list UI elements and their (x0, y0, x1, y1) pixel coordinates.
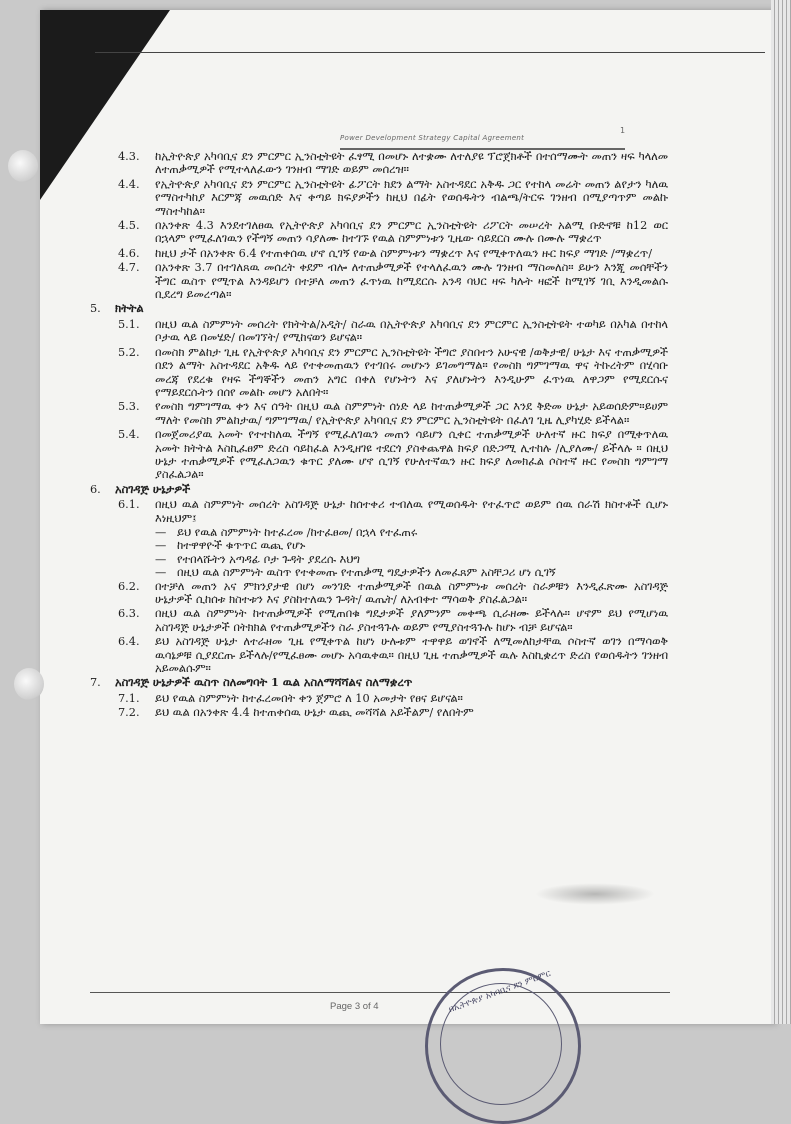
bullet-text: በዚህ ዉል ስምምነት ዉስጥ የተቀመጡ የተጠቃሚ ግዴታዎችን ለመፈጸም አስቸጋሪ ሆነ ሲገኝ (177, 566, 556, 580)
section-heading (90, 302, 668, 315)
clause-text: በተቻለ መጠን አና ምክንያታዊ በሆነ መንገድ ተጠቃሚዎች በዉል ስምምነቱ መሰረት ስራዎቹን እንዲፈጽሙ አስገዳጅ ሁኔታዎች ሲከሰቱ ክስተቱን እና ያስከተለዉን ጉዳት/ ዉጤት/ ለአብቀተ ማሳወቅ ያስፈልጋል። (155, 579, 668, 606)
clause-number: 7.2. (118, 706, 140, 720)
official-seal-text: በኢትዮጵያ አካባቢና ደን ምርምር (447, 968, 553, 1016)
clause (90, 261, 668, 301)
clause-text: ከኢትዮጵያ አካባቢና ደን ምርምር ኢንስቲትዩት ፈፃሚ በመሆኑ ለተቋሙ ለተለያዩ ፕሮጀክቶች በተሰማሙት መጠን ዛፍ ካላለመ ለተጠቃሚዎች የሚተላለፈውን ገንዘብ ማገድ ወይም መሰረዝ። (155, 150, 668, 177)
clause-number: 7.1. (118, 691, 140, 705)
official-seal (425, 968, 581, 1124)
clause-text: በአንቀጽ 4.3 እንደተገለፀዉ የኢትዮጵያ አካባቢና ደን ምርምር ኢንስቲትዩት ሪፖርት መሠረት አልሚ ቡድኖቹ ከ12 ወር በኋላም የሚፈለገዉን የችግኝ መጠን ሳያለሙ ከተገኙ የዉል ስምምነቱን ጊዜው ሳይደርስ ሙሉ በሙሉ ማቋረጥ (155, 219, 668, 246)
clause (90, 706, 668, 719)
clause-number: 6.4. (118, 635, 140, 649)
clause (90, 219, 668, 246)
clause-number: 4.4. (118, 177, 140, 191)
clause-number: 5.4. (118, 428, 140, 442)
section-title: አስገዳጅ ሁኔታዎች ዉስጥ ስለመግባት 1 ዉል አስለማሻሻልና ስለማቋረጥ (115, 675, 413, 690)
clause-text: በመጀመሪያዉ አመት የተተከለዉ ችግኝ የሚፈለገዉን መጠን ሳይሆን ሲቀር ተጠቃሚዎች ሁለተኛ ዙር ክፍያ በሚቀጥለዉ አመት ክትትል እስኪፈፀም ድረስ ሳይከፈል እንዲዘገዩ ተደርጎ ያስቀጨዋል ክፍያ በድጋሚ ሊተከሉ /ሊያለሙ/ ይችላሉ ። በዚህ ሁኔታ ተጠቃሚዎች የሚፈለጋዉን ቁጥር ያለሙ ሆኖ ሲገኝ የሁለተኛዉን ዙር ክፍያ ለመክፈል ሶስተኛ ዙር የመስክ ግምገማ ያስፈልጋል። (155, 428, 668, 482)
clause (90, 428, 668, 482)
clause (90, 635, 668, 675)
section-title: አስገዳጅ ሁኔታዎች (115, 481, 191, 496)
clause-number: 4.6. (118, 246, 140, 260)
clause (90, 692, 668, 705)
bullet-text: ከተዋዋዮች ቁጥጥር ዉጪ የሆኑ (177, 539, 306, 553)
dash-icon: — (155, 566, 167, 580)
punch-hole-bottom (14, 668, 44, 700)
ink-smudge (535, 883, 655, 905)
clause-text: ይህ አስገዳጅ ሁኔታ ለተራዘመ ጊዜ የሚቀጥል ከሆነ ሁሉቱም ተዋዋይ ወገኖች ለሚመለከታቸዉ ሶስተኛ ወገን በማሳወቅ ዉሳኔዎቹ ሲያደርጡ ይችላሉ/የሚፈፀሙ መሆኑ አሳዉቀዉ። በዚህ ጊዜ ተጠቃሚዎች ዉሉ እስኪቋረጥ ድረስ የወሰዱትን ገንዘብ አይመልሱም። (155, 635, 668, 676)
paper-stack-edge (771, 0, 791, 1024)
clause (90, 247, 668, 260)
clause-number: 4.7. (118, 261, 140, 275)
section-number: 7. (90, 676, 101, 690)
footer-rule (90, 992, 670, 993)
clause-text: በመስክ ምልከታ ጊዜ የኢትዮጵያ አካባቢና ደን ምርምር ኢንስቲትዩት ችግሮ ያስበተን አሁናዊ /ወቅታዊ/ ሁኔታ እና ተጠቃሚዎች በደን ልማት አስተዳደር አቅዱ ላይ የተቀመጠዉን የተገበሩ መሆኑን ይገመግማል። የመስክ ግምገማዉ ዋና ትኩረትም በሂሳቡ መረጃ የደረቁ የዛፍ ችግኞችን መጠን አግር በቀለ የሆኑትን እና ያለሆኑትን እንዲሁም ፈጥነዉ ለዋጋም የሚደርሱና የማይደርሱትን በሰየ መልኩ መሆን አለበት። (155, 345, 668, 399)
clause-bullet (155, 539, 668, 552)
section-number: 5. (90, 302, 101, 316)
clause-bullet (155, 566, 668, 579)
dash-icon: — (155, 539, 167, 553)
dash-icon: — (155, 525, 167, 539)
clause-text: በዚህ ዉል ስምምነት መሰረት አስገዳጅ ሁኔታ ከሰተቀሪ ተብለዉ የሚወሰዱት የተፈጥሮ ወይም ሰዉ ሰራሽ ክስተቶች ሲሆኑ እነዚህም፤ (155, 498, 668, 525)
running-header: Power Development Strategy Capital Agreement (340, 134, 525, 142)
dash-icon: — (155, 552, 167, 566)
clause-number: 5.1. (118, 317, 140, 331)
section-heading (90, 483, 668, 496)
clause-text: ይህ የዉል ስምምነት ከተፈረመበት ቀን ጀምሮ ለ 10 አመታት የፀና ይሆናል። (155, 691, 463, 705)
clause (90, 498, 668, 525)
clause-number: 4.5. (118, 219, 140, 233)
clause (90, 580, 668, 607)
clause-text: በዚህ ዉል ስምምነት ከተጠቃሚዎች የሚጠበቁ ግዴታዎች ያለምንም መቀጫ ሲራዘሙ ይችላሉ። ሆኖም ይህ የሚሆነዉ አስገዳጅ ሁኔታዎች በትክክል የተጠቃሚዎችን ስራ ያስተጓጉሉ ወይም የሚያስተጓጉሉ ከሆኑ ብቻ ይሆናል። (155, 607, 668, 634)
clause (90, 346, 668, 400)
clause-text: በዚህ ዉል ስምምነት መሰረት የክትትል/አዲት/ ስራዉ በኢትዮጵያ አካባቢና ደን ምርምር ኢንስቲትዩት ተወካይ በአካል በተከላ ቦታዉ ላይ በመሄድ/ በመገኘት/ የሚከናወን ይሆናል። (155, 317, 668, 345)
clause (90, 178, 668, 218)
clause (90, 607, 668, 634)
header-page-mark: 1 (620, 126, 626, 135)
clause (90, 400, 668, 427)
clause-text: የመስክ ግምገማዉ ቀን እና ሰዓት በዚህ ዉል ስምምነት ሰነድ ላይ ከተጠቃሚዎች ጋር እንደ ቅድመ ሁኔታ አይወሰድም።ይሀም ማለት የመስክ ምልከታዉ/ ግምገማዉ/ የኢትዮጵያ አካባቢና ደን ምርምር ኢንስቲትዩት በፈለገ ጊዜ ሊያካሂድ ይችላል። (155, 400, 668, 427)
clause-text: የኢትዮጵያ አካባቢና ደን ምርምር ኢንስቲትዩት ፊፖርት ክደን ልማት አስተዳደር አቅዱ ጋር የተከላ መሬት መጠን ልየታን ካለዉ የማስተካከያ እርምጃ መዉሰድ እና ቀጣይ ክፍያዎችን ከዚህ በፊት የወሰዱትን ብልጫ/ትርፍ ገንዘብ በሚያጣጥም መልኩ ማስተካከል። (155, 177, 668, 218)
clause-text: በአንቀጽ 3.7 በተገለጸዉ መሰረት ቀደም ብሎ ለተጠቃሚዎች የተላለፈዉን ሙሉ ገንዘብ ማስመለስ። ይሁን እንጂ መሰቸችን ችግር ዉስጥ የሚጥል እንዳይሆን በተቻለ መጠን ፈጥነዉ ከሚደርሱ አንዳ ባህር ዛፍ ካሉት ዛፎች ከሚገኝ ገቢ እንዲመልሱ ቢደረግ ይመረጣል። (155, 261, 668, 302)
clause (90, 150, 668, 177)
top-rule (95, 52, 765, 53)
clause-text: ከዚህ ታች በአንቀጽ 6.4 የተጠቀሰዉ ሆኖ ሲገኝ የውል ስምምነቱን ማቋረጥ እና የሚቀጥለዉን ዙር ክፍያ ማገድ /ማቋረጥ/ (155, 246, 653, 260)
clause-number: 5.3. (118, 400, 140, 414)
document-body (90, 150, 668, 721)
clause-text: ይህ ዉል በአንቀጽ 4.4 ከተጠቀሰዉ ሁኔታ ዉጪ መሻሻል አይችልም/ የለበትም (155, 706, 474, 720)
section-heading (90, 676, 668, 689)
clause (90, 318, 668, 345)
punch-hole-top (8, 150, 38, 182)
section-title: ክትትል (115, 301, 144, 316)
clause-bullet (155, 553, 668, 566)
clause-number: 6.2. (118, 579, 140, 593)
clause-number: 4.3. (118, 150, 140, 163)
clause-number: 5.2. (118, 345, 140, 359)
clause-bullet (155, 526, 668, 539)
bullet-text: ይህ የዉል ስምምነት ከተፈረመ /ከተፈፀመ/ በኋላ የተፈጠሩ (177, 525, 418, 539)
section-number: 6. (90, 482, 101, 496)
clause-number: 6.1. (118, 498, 140, 512)
page-number: Page 3 of 4 (330, 1001, 379, 1012)
bullet-text: የተበላሹትን አጣዳፊ ቦታ ጉዳት ያደረሱ እህግ (177, 552, 360, 566)
clause-number: 6.3. (118, 607, 140, 621)
